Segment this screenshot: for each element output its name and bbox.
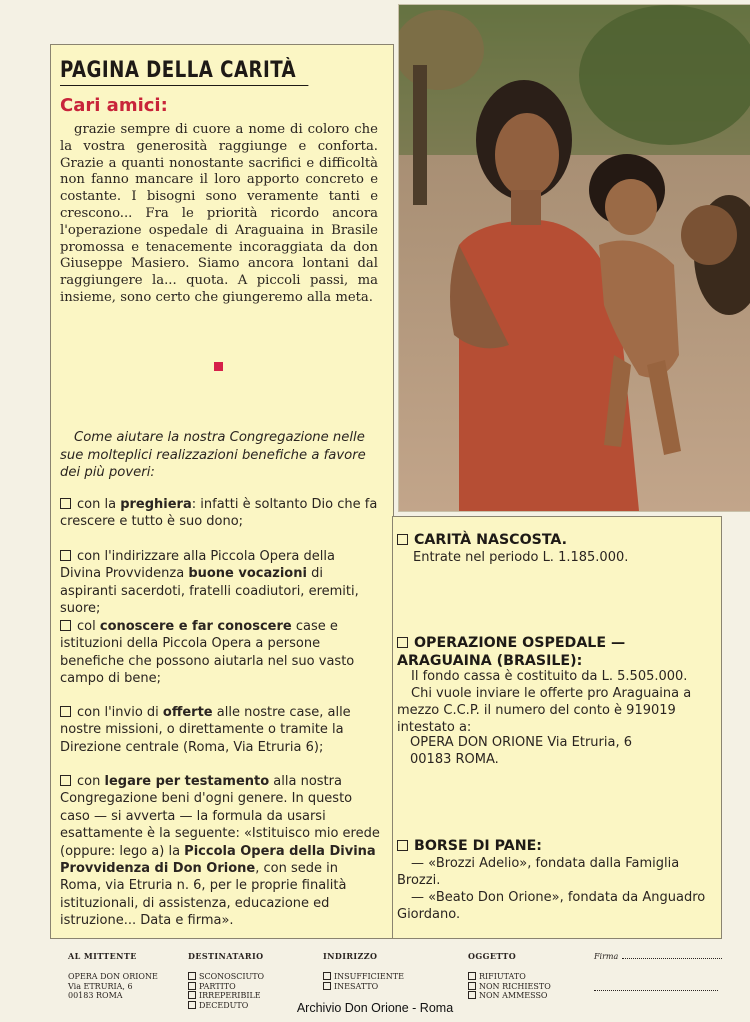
footer-indirizzo: INDIRIZZO INSUFFICIENTE INESATTO [323,951,404,991]
footer-oggetto: OGGETTO RIFIUTATO NON RICHIESTO NON AMMESSO [468,951,551,1001]
checkbox-inesatto[interactable]: INESATTO [323,982,404,992]
checkbox-irreperibile[interactable]: IRREPERIBILE [188,991,264,1001]
list-item: con legare per testamento alla nostra Congregazione beni d'ogni genere. In questo caso — si avverta — la formula da usarsi esattamente è la seguente: «Istituisco mio erede (oppure: lego a) la Piccola Opera della Divina Provvidenza di Don Orione, con sede in Roma, via Etruria n. 6, per le proprie finalità istituzionali, di assistenza, educazione ed istruzione... Data e firma». [60,774,380,929]
checkbox-icon [468,991,476,999]
checkbox-rifiutato[interactable]: RIFIUTATO [468,972,551,982]
checkbox-icon [323,972,331,980]
archive-credit: Archivio Don Orione - Roma [296,1001,454,1015]
borse-item-2: — «Beato Don Orione», fondata da Anguadro Giordano. [397,890,706,923]
checkbox-sconosciuto[interactable]: SCONOSCIUTO [188,972,264,982]
list-item: con l'invio di offerte alle nostre case, alle nostre missioni, o direttamente o tramite la Direzione centrale (Roma, Via Etruria 6); [60,705,351,755]
checkbox-partito[interactable]: PARTITO [188,982,264,992]
checkbox-icon [60,498,71,509]
page-title: PAGINA DELLA CARITÀ [60,58,308,86]
ospedale-address-2: 00183 ROMA. [410,752,499,767]
footer-mittente: AL MITTENTE OPERA DON ORIONE Via ETRURIA, 6 00183 ROMA [68,951,158,1001]
checkbox-icon [188,991,196,999]
checkbox-icon [188,982,196,990]
footer-firma: Firma [594,952,722,994]
carita-nascosta-text: Entrate nel periodo L. 1.185.000. [413,550,629,565]
checkbox-non-richiesto[interactable]: NON RICHIESTO [468,982,551,992]
footer-destinatario: DESTINATARIO SCONOSCIUTO PARTITO IRREPERIBILE DECEDUTO [188,951,265,1011]
checkbox-icon [397,534,408,545]
ospedale-fund: Il fondo cassa è costituito da L. 5.505.000. [411,669,688,684]
checkbox-icon [397,637,408,648]
how-to-help: Come aiutare la nostra Congregazione nelle sue molteplici realizzazioni benefiche a favore dei più poveri: [60,430,366,480]
checkbox-icon [60,706,71,717]
carita-nascosta-heading: CARITÀ NASCOSTA. [397,531,717,549]
photo-mother-and-children [398,4,750,512]
checkbox-icon [397,840,408,851]
signature-line[interactable] [622,958,722,959]
intro-text: grazie sempre di cuore a nome di coloro che la vostra generosità raggiunge e conforta. Grazie a quanti nonostante sacrifici e difficoltà non fanno mancare il loro apporto concreto e costante. I bisogni sono veramente tanti e crescono... Fra le priorità ricordo ancora l'operazione ospedale di Araguaina in Brasile promossa e tenacemente incoraggiata da don Giuseppe Masiero. Siamo ancora lontani dal raggiungere la... quota. A piccoli passi, ma insieme, sono certo che giungeremo alla meta. [60,122,378,305]
greeting: Cari amici: [60,95,168,116]
borse-item-1: — «Brozzi Adelio», fondata dalla Famiglia Brozzi. [397,856,680,889]
red-square-ornament [214,362,223,371]
checkbox-icon [60,775,71,786]
photo-illustration [399,5,750,511]
list-item: col conoscere e far conoscere case e istituzioni della Piccola Opera a persone benefiche che possono aiutarla nel suo vasto campo di bene; [60,619,355,687]
checkbox-icon [468,972,476,980]
checkbox-icon [468,982,476,990]
list-item: con l'indirizzare alla Piccola Opera della Divina Provvidenza buone vocazioni di aspiranti sacerdoti, fratelli coadiutori, eremiti, suore; [60,549,359,617]
checkbox-icon [188,972,196,980]
ospedale-instructions: Chi vuole inviare le offerte pro Araguaina a mezzo C.C.P. il numero del conto è 919019 intestato a: [397,686,692,736]
signature-line-2[interactable] [594,990,718,991]
ospedale-heading: OPERAZIONE OSPEDALE — ARAGUAINA (BRASILE): [397,635,626,669]
checkbox-icon [60,550,71,561]
checkbox-icon [60,620,71,631]
ospedale-address-1: OPERA DON ORIONE Via Etruria, 6 [410,735,632,750]
checkbox-icon [323,982,331,990]
checkbox-insufficiente[interactable]: INSUFFICIENTE [323,972,404,982]
checkbox-deceduto[interactable]: DECEDUTO [188,1001,264,1011]
list-item: con la preghiera: infatti è soltanto Dio che fa crescere e tutto è suo dono; [60,497,378,530]
checkbox-non-ammesso[interactable]: NON AMMESSO [468,991,551,1001]
borse-heading: BORSE DI PANE: [397,837,717,855]
